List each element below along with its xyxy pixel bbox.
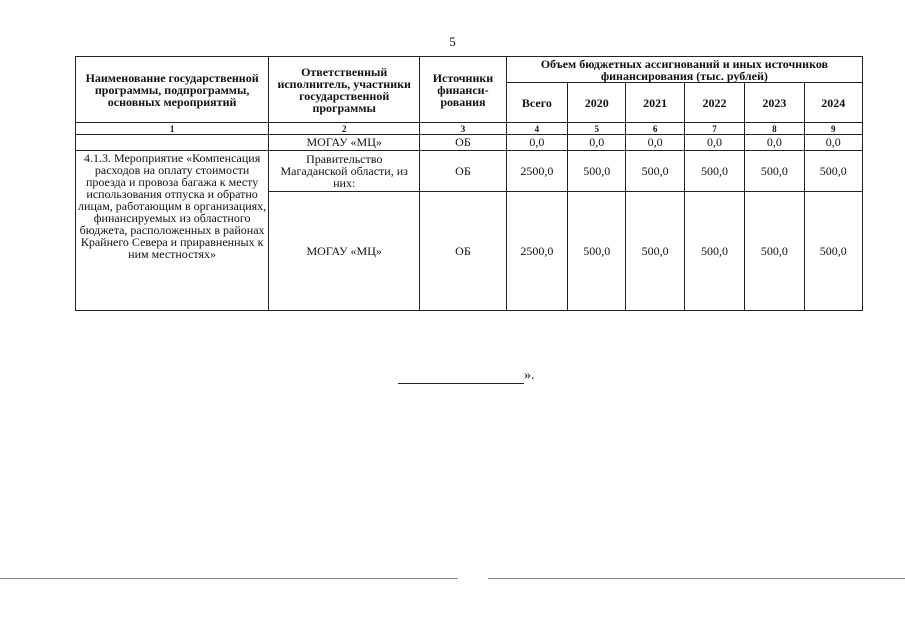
value-cell: 500,0 [568,192,626,311]
value-cell: 2500,0 [506,151,567,192]
value-cell: 2500,0 [506,192,567,311]
header-executor: Ответственный исполнитель, участники государственной программы [269,57,420,123]
header-year-2023: 2023 [745,83,804,123]
source-cell: ОБ [420,151,507,192]
value-cell: 500,0 [626,192,684,311]
header-year-2024: 2024 [804,83,862,123]
page-number: 5 [449,34,456,49]
source-cell: ОБ [420,192,507,311]
column-index: 5 [568,123,626,135]
name-cell [76,135,269,151]
column-index: 7 [684,123,744,135]
table-row [76,135,863,151]
value-cell: 500,0 [684,192,744,311]
value-cell: 500,0 [745,151,804,192]
value-cell: 500,0 [804,192,862,311]
column-index: 1 [76,123,269,135]
source-cell: ОБ [420,135,507,151]
closing-quote-mark: ». [524,368,535,383]
column-index: 4 [506,123,567,135]
header-volume: Объем бюджетных ассигнований и иных источников финансирования (тыс. рублей) [506,57,862,83]
header-year-2021: 2021 [626,83,684,123]
header-sources: Источники финанси-рования [420,57,507,123]
budget-table [75,56,863,311]
value-cell: 0,0 [626,135,684,151]
closing-line [398,368,535,384]
activity-name-cell: 4.1.3. Мероприятие «Компенсация расходов на оплату стоимости проезда и провоза багажа к месту использования отпуска и обратно лицам, работающим в организациях, финансируемых из областного бюджета, расположенных в районах Крайнего Севера и приравненных к ним местностях» [76,151,269,311]
column-index: 2 [269,123,420,135]
table-row [76,151,863,192]
value-cell: 0,0 [506,135,567,151]
value-cell: 0,0 [804,135,862,151]
column-index: 9 [804,123,862,135]
underline-rule [398,369,524,384]
footer-rule-right [488,578,905,579]
column-index: 6 [626,123,684,135]
value-cell: 0,0 [745,135,804,151]
value-cell: 0,0 [568,135,626,151]
header-name: Наименование государственной программы, подпрограммы, основных мероприятий [76,57,269,123]
header-year-2022: 2022 [684,83,744,123]
header-year-2020: 2020 [568,83,626,123]
column-index-row [76,123,863,135]
value-cell: 500,0 [684,151,744,192]
value-cell: 500,0 [626,151,684,192]
executor-cell: Правительство Магаданской области, из них: [269,151,420,192]
executor-cell: МОГАУ «МЦ» [269,135,420,151]
executor-cell: МОГАУ «МЦ» [269,192,420,311]
column-index: 8 [745,123,804,135]
column-index: 3 [420,123,507,135]
value-cell: 500,0 [804,151,862,192]
value-cell: 500,0 [568,151,626,192]
header-total: Всего [506,83,567,123]
value-cell: 0,0 [684,135,744,151]
footer-rule-left [0,578,458,579]
value-cell: 500,0 [745,192,804,311]
